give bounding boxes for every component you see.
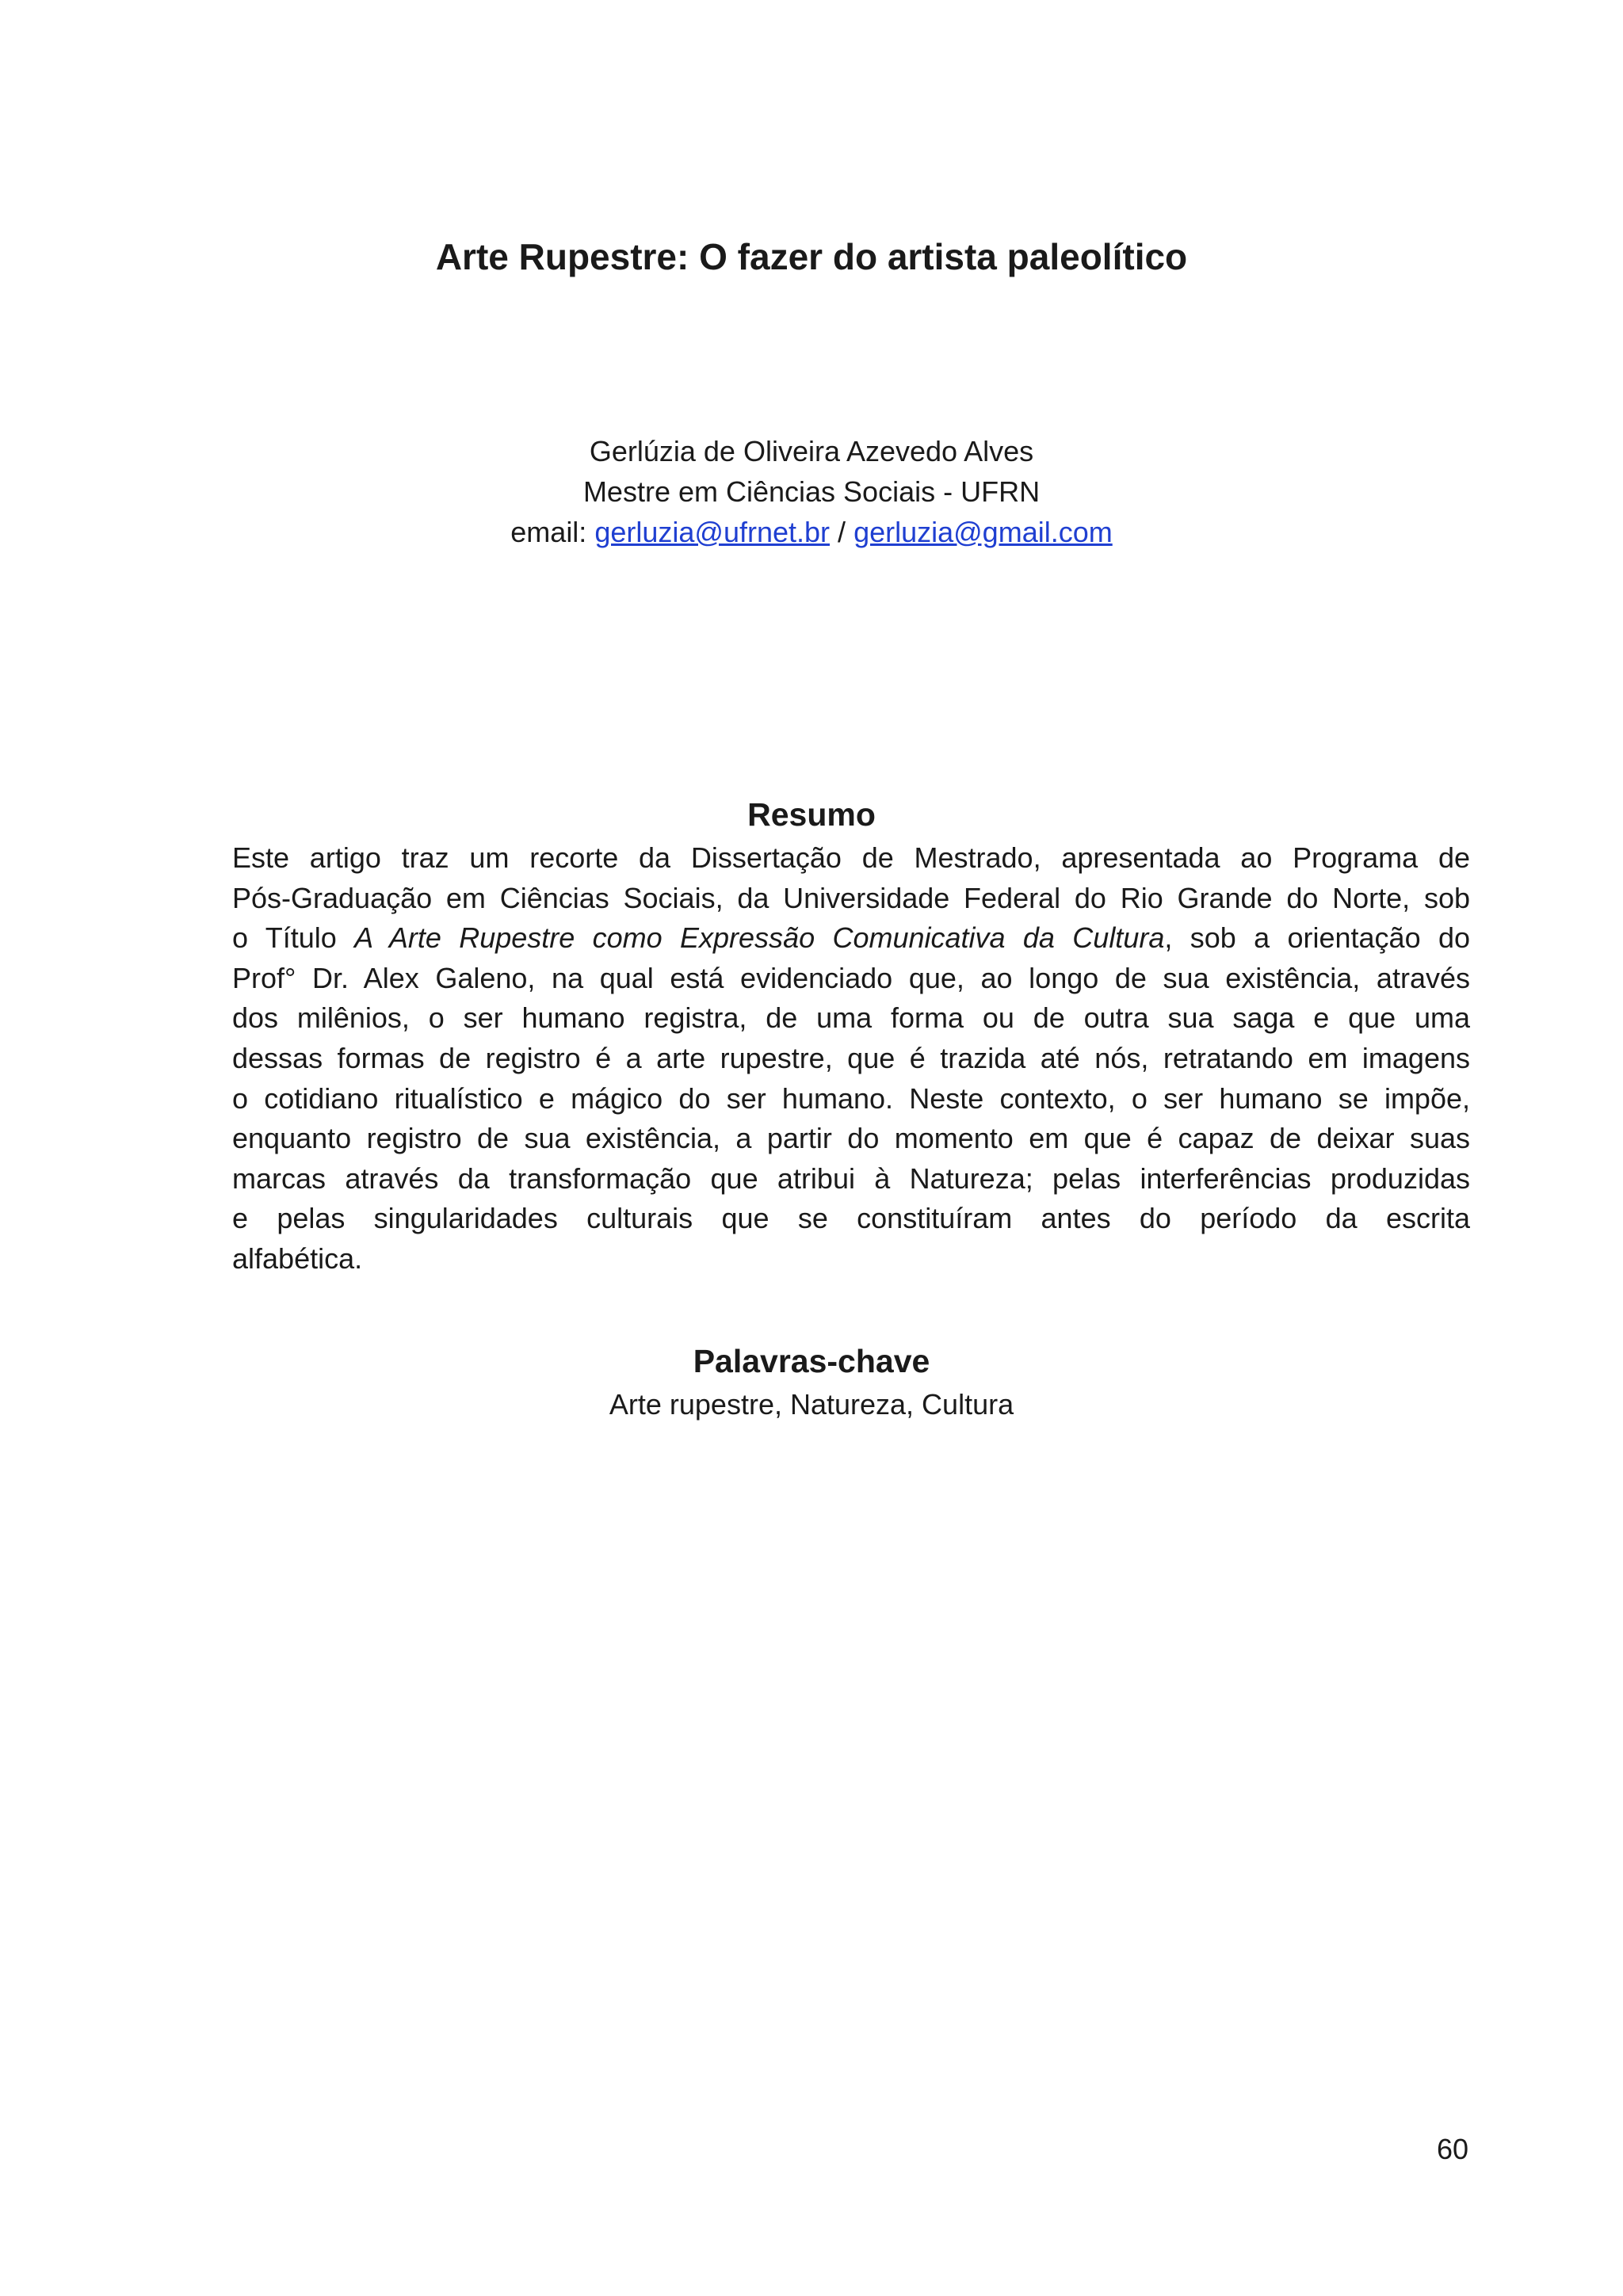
email-label: email: [510,516,587,548]
email-link-gmail[interactable]: gerluzia@gmail.com [854,516,1113,548]
abstract-line: enquanto registro de sua existência, a partir do momento em que é capaz de deixar suas [232,1122,1470,1155]
author-name: Gerlúzia de Oliveira Azevedo Alves [589,435,1034,467]
keywords-text: Arte rupestre, Natureza, Cultura [609,1388,1014,1421]
abstract-line-suffix: , sob a orientação do [1164,921,1471,955]
abstract-line-prefix: o Título [232,921,355,955]
keywords-heading: Palavras-chave [693,1343,930,1379]
article-title: Arte Rupestre: O fazer do artista paleolítico [435,236,1188,277]
abstract-line: dessas formas de registro é a arte rupestre, que é trazida até nós, retratando em imagens [232,1041,1470,1074]
abstract-line: alfabética. [232,1241,363,1275]
email-link-ufrnet[interactable]: gerluzia@ufrnet.br [594,516,831,548]
abstract-line: e pelas singularidades culturais que se constituíram antes do período da escrita [232,1202,1470,1235]
abstract-line-with-italic-title [232,918,1470,959]
author-degree: Mestre em Ciências Sociais - UFRN [582,475,1041,508]
abstract-line: Este artigo traz um recorte da Dissertação de Mestrado, apresentada ao Programa de [232,841,1470,874]
abstract-line: Pós-Graduação em Ciências Sociais, da Universidade Federal do Rio Grande do Norte, sob [232,881,1470,914]
abstract-body [232,838,1470,1280]
author-block [0,431,1623,552]
abstract-heading: Resumo [747,796,876,833]
abstract-line: o cotidiano ritualístico e mágico do ser humano. Neste contexto, o ser humano se impõe, [232,1081,1470,1115]
abstract-line: Prof° Dr. Alex Galeno, na qual está evidenciado que, ao longo de sua existência, através [232,961,1470,994]
abstract-line: marcas através da transformação que atribui à Natureza; pelas interferências produzidas [232,1161,1470,1195]
email-separator: / [838,516,846,548]
page-number: 60 [1436,2133,1468,2165]
author-email-line [0,512,1623,552]
abstract-line: dos milênios, o ser humano registra, de uma forma ou de outra sua saga e que uma [232,1001,1470,1035]
dissertation-title: A Arte Rupestre como Expressão Comunicativa da Cultura [354,921,1165,955]
